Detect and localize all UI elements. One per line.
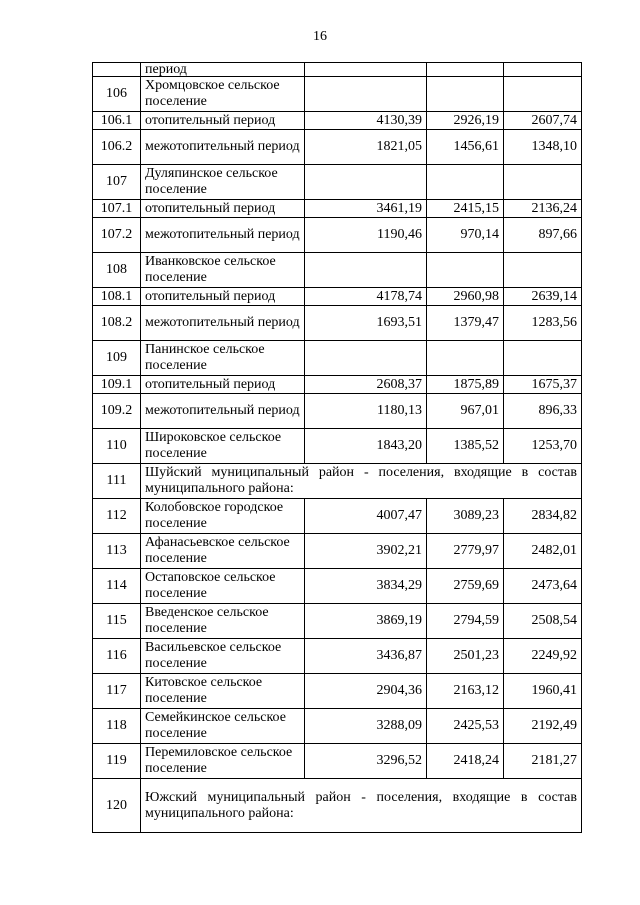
row-name-cell: Иванковское сельское поселение [141, 253, 305, 288]
value-cell-2 [427, 63, 504, 77]
row-number-cell: 107.2 [93, 218, 141, 253]
value-cell-1: 3436,87 [305, 639, 427, 674]
value-cell-1 [305, 63, 427, 77]
table-row [93, 779, 582, 833]
value-cell-1 [305, 253, 427, 288]
row-name-cell: Колобовское городское поселение [141, 499, 305, 534]
value-cell-3: 897,66 [504, 218, 582, 253]
table-row [93, 534, 582, 569]
value-cell-3 [504, 63, 582, 77]
row-name-cell: межотопительный период [141, 130, 305, 165]
row-number-cell: 106.2 [93, 130, 141, 165]
value-cell-2: 2794,59 [427, 604, 504, 639]
row-name-cell: отопительный период [141, 376, 305, 394]
row-number-cell: 116 [93, 639, 141, 674]
row-name-cell: период [141, 63, 305, 77]
value-cell-2: 970,14 [427, 218, 504, 253]
value-cell-1: 3902,21 [305, 534, 427, 569]
table-row [93, 130, 582, 165]
row-name-cell: межотопительный период [141, 306, 305, 341]
row-name-cell: Широковское сельское поселение [141, 429, 305, 464]
row-name-cell: Дуляпинское сельское поселение [141, 165, 305, 200]
row-name-cell: Хромцовское сельское поселение [141, 77, 305, 112]
value-cell-2: 967,01 [427, 394, 504, 429]
row-number-cell: 106 [93, 77, 141, 112]
value-cell-2: 3089,23 [427, 499, 504, 534]
value-cell-1: 3461,19 [305, 200, 427, 218]
table-row [93, 674, 582, 709]
value-cell-1 [305, 341, 427, 376]
table-row [93, 709, 582, 744]
value-cell-2: 2926,19 [427, 112, 504, 130]
table-row [93, 77, 582, 112]
value-cell-3: 1960,41 [504, 674, 582, 709]
value-cell-1: 3296,52 [305, 744, 427, 779]
value-cell-1: 1843,20 [305, 429, 427, 464]
row-number-cell: 113 [93, 534, 141, 569]
table-row [93, 112, 582, 130]
table-row [93, 200, 582, 218]
row-name-cell: межотопительный период [141, 218, 305, 253]
value-cell-2: 1875,89 [427, 376, 504, 394]
row-number-cell: 109.1 [93, 376, 141, 394]
row-name-cell: отопительный период [141, 112, 305, 130]
row-number-cell: 108.2 [93, 306, 141, 341]
value-cell-3: 896,33 [504, 394, 582, 429]
table-row [93, 165, 582, 200]
value-cell-3 [504, 341, 582, 376]
value-cell-3: 1348,10 [504, 130, 582, 165]
row-number-cell: 120 [93, 779, 141, 833]
value-cell-3: 1675,37 [504, 376, 582, 394]
value-cell-2: 1385,52 [427, 429, 504, 464]
table-row [93, 429, 582, 464]
table-row [93, 218, 582, 253]
value-cell-3: 2181,27 [504, 744, 582, 779]
value-cell-2: 2960,98 [427, 288, 504, 306]
value-cell-1: 1190,46 [305, 218, 427, 253]
row-number-cell: 119 [93, 744, 141, 779]
value-cell-2: 2779,97 [427, 534, 504, 569]
row-number-cell: 111 [93, 464, 141, 499]
value-cell-2 [427, 253, 504, 288]
value-cell-1: 1180,13 [305, 394, 427, 429]
row-name-cell: межотопительный период [141, 394, 305, 429]
row-number-cell: 117 [93, 674, 141, 709]
value-cell-2: 2425,53 [427, 709, 504, 744]
value-cell-3: 2834,82 [504, 499, 582, 534]
value-cell-1: 3834,29 [305, 569, 427, 604]
row-number-cell: 112 [93, 499, 141, 534]
value-cell-1: 1821,05 [305, 130, 427, 165]
row-number-cell: 107.1 [93, 200, 141, 218]
table-row [93, 394, 582, 429]
value-cell-3 [504, 253, 582, 288]
value-cell-3 [504, 77, 582, 112]
table-row-continuation [93, 63, 582, 77]
value-cell-3: 1253,70 [504, 429, 582, 464]
row-number-cell: 109.2 [93, 394, 141, 429]
value-cell-2: 1379,47 [427, 306, 504, 341]
value-cell-1: 4130,39 [305, 112, 427, 130]
value-cell-1: 3288,09 [305, 709, 427, 744]
row-number-cell [93, 63, 141, 77]
row-number-cell: 108.1 [93, 288, 141, 306]
table-row [93, 341, 582, 376]
row-name-cell: Остаповское сельское поселение [141, 569, 305, 604]
row-number-cell: 108 [93, 253, 141, 288]
table-body [93, 63, 582, 833]
value-cell-1 [305, 77, 427, 112]
row-name-cell: Семейкинское сельское поселение [141, 709, 305, 744]
district-heading-cell: Южский муниципальный район - поселения, входящие в состав муниципального района: [141, 779, 582, 833]
row-name-cell: отопительный период [141, 288, 305, 306]
value-cell-1: 2608,37 [305, 376, 427, 394]
value-cell-2: 2163,12 [427, 674, 504, 709]
page-number: 16 [313, 29, 327, 44]
value-cell-2: 1456,61 [427, 130, 504, 165]
value-cell-2: 2418,24 [427, 744, 504, 779]
value-cell-3: 2639,14 [504, 288, 582, 306]
value-cell-1: 4178,74 [305, 288, 427, 306]
row-name-cell: Введенское сельское поселение [141, 604, 305, 639]
value-cell-3: 2136,24 [504, 200, 582, 218]
table-row [93, 376, 582, 394]
value-cell-3 [504, 165, 582, 200]
row-number-cell: 106.1 [93, 112, 141, 130]
value-cell-1: 1693,51 [305, 306, 427, 341]
value-cell-3: 2607,74 [504, 112, 582, 130]
value-cell-1: 3869,19 [305, 604, 427, 639]
district-heading-cell: Шуйский муниципальный район - поселения, входящие в состав муниципального района: [141, 464, 582, 499]
row-name-cell: отопительный период [141, 200, 305, 218]
row-name-cell: Китовское сельское поселение [141, 674, 305, 709]
row-number-cell: 114 [93, 569, 141, 604]
table-row [93, 604, 582, 639]
row-name-cell: Перемиловское сельское поселение [141, 744, 305, 779]
table-row [93, 464, 582, 499]
value-cell-3: 2482,01 [504, 534, 582, 569]
tariff-table [92, 62, 582, 833]
row-name-cell: Панинское сельское поселение [141, 341, 305, 376]
value-cell-2 [427, 165, 504, 200]
value-cell-3: 2473,64 [504, 569, 582, 604]
row-number-cell: 107 [93, 165, 141, 200]
table-row [93, 306, 582, 341]
row-number-cell: 118 [93, 709, 141, 744]
value-cell-2: 2415,15 [427, 200, 504, 218]
table-row [93, 288, 582, 306]
table-row [93, 744, 582, 779]
value-cell-3: 2249,92 [504, 639, 582, 674]
value-cell-2: 2501,23 [427, 639, 504, 674]
value-cell-2: 2759,69 [427, 569, 504, 604]
value-cell-3: 1283,56 [504, 306, 582, 341]
row-number-cell: 110 [93, 429, 141, 464]
table-row [93, 499, 582, 534]
table-row [93, 253, 582, 288]
value-cell-1: 2904,36 [305, 674, 427, 709]
value-cell-2 [427, 77, 504, 112]
row-name-cell: Васильевское сельское поселение [141, 639, 305, 674]
row-name-cell: Афанасьевское сельское поселение [141, 534, 305, 569]
table-row [93, 639, 582, 674]
row-number-cell: 115 [93, 604, 141, 639]
value-cell-3: 2192,49 [504, 709, 582, 744]
row-number-cell: 109 [93, 341, 141, 376]
value-cell-1: 4007,47 [305, 499, 427, 534]
value-cell-3: 2508,54 [504, 604, 582, 639]
table-row [93, 569, 582, 604]
value-cell-2 [427, 341, 504, 376]
value-cell-1 [305, 165, 427, 200]
